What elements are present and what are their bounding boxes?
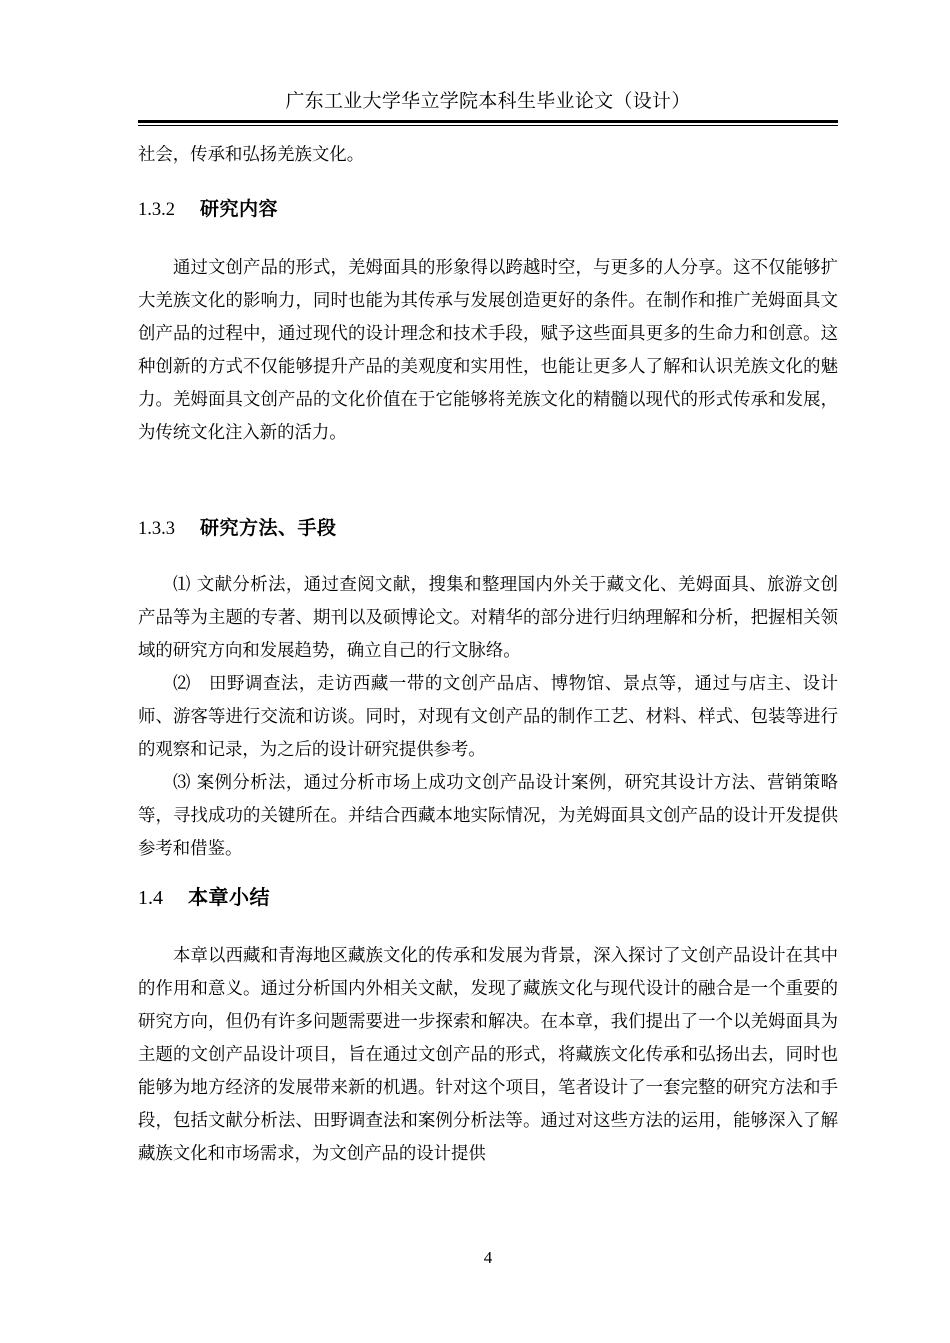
page-number: 4	[483, 1248, 493, 1267]
section-title: 研究方法、手段	[200, 517, 337, 539]
paragraph-method-case-study: ⑶ 案例分析法，通过分析市场上成功文创产品设计案例，研究其设计方法、营销策略等，寻找成功的关键所在。并结合西藏本地实际情况，为羌姆面具文创产品的设计开发提供参考和借鉴。	[138, 773, 838, 859]
header-rule-thin	[138, 125, 838, 126]
paragraph-research-content: 通过文创产品的形式，羌姆面具的形象得以跨越时空，与更多的人分享。这不仅能够扩大羌族文化的影响力，同时也能为其传承与发展创造更好的条件。在制作和推广羌姆面具文创产品的过程中，通过现代的设计理念和技术手段，赋予这些面具更多的生命力和创意。这种创新的方式不仅能够提升产品的美观度和实用性，也能让更多人了解和认识羌族文化的魅力。羌姆面具文创产品的文化价值在于它能够将羌族文化的精髓以现代的形式传承和发展，为传统文化注入新的活力。	[138, 258, 838, 443]
section-heading-1-3-2	[138, 193, 838, 226]
paragraph-method-literature: ⑴ 文献分析法，通过查阅文献，搜集和整理国内外关于藏文化、羌姆面具、旅游文创产品等为主题的专著、期刊以及硕博论文。对精华的部分进行归纳理解和分析，把握相关领域的研究方向和发展趋势，确立自己的行文脉络。	[138, 575, 838, 661]
section-number: 1.3.2	[138, 200, 175, 220]
running-header: 广东工业大学华立学院本科生毕业论文（设计）	[285, 90, 691, 112]
section-heading-1-4	[138, 881, 838, 915]
section-title: 研究内容	[200, 198, 279, 220]
paragraph-method-fieldwork: ⑵ 田野调查法，走访西藏一带的文创产品店、博物馆、景点等，通过与店主、设计师、游客等进行交流和访谈。同时，对现有文创产品的制作工艺、材料、样式、包装等进行的观察和记录，为之后的设计研究提供参考。	[138, 674, 838, 760]
section-number: 1.4	[138, 887, 163, 909]
section-number: 1.3.3	[138, 519, 175, 539]
section-title: 本章小结	[188, 885, 270, 909]
section-heading-1-3-3	[138, 512, 838, 545]
paragraph-chapter-summary: 本章以西藏和青海地区藏族文化的传承和发展为背景，深入探讨了文创产品设计在其中的作用和意义。通过分析国内外相关文献，发现了藏族文化与现代设计的融合是一个重要的研究方向，但仍有许多问题需要进一步探索和解决。在本章，我们提出了一个以羌姆面具为主题的文创产品设计项目，旨在通过文创产品的形式，将藏族文化传承和弘扬出去，同时也能够为地方经济的发展带来新的机遇。针对这个项目，笔者设计了一套完整的研究方法和手段，包括文献分析法、田野调查法和案例分析法等。通过对这些方法的运用，能够深入了解藏族文化和市场需求，为文创产品的设计提供	[138, 946, 838, 1164]
header-rule-thick	[138, 120, 838, 123]
paragraph-continuation: 社会，传承和弘扬羌族文化。	[138, 145, 365, 165]
